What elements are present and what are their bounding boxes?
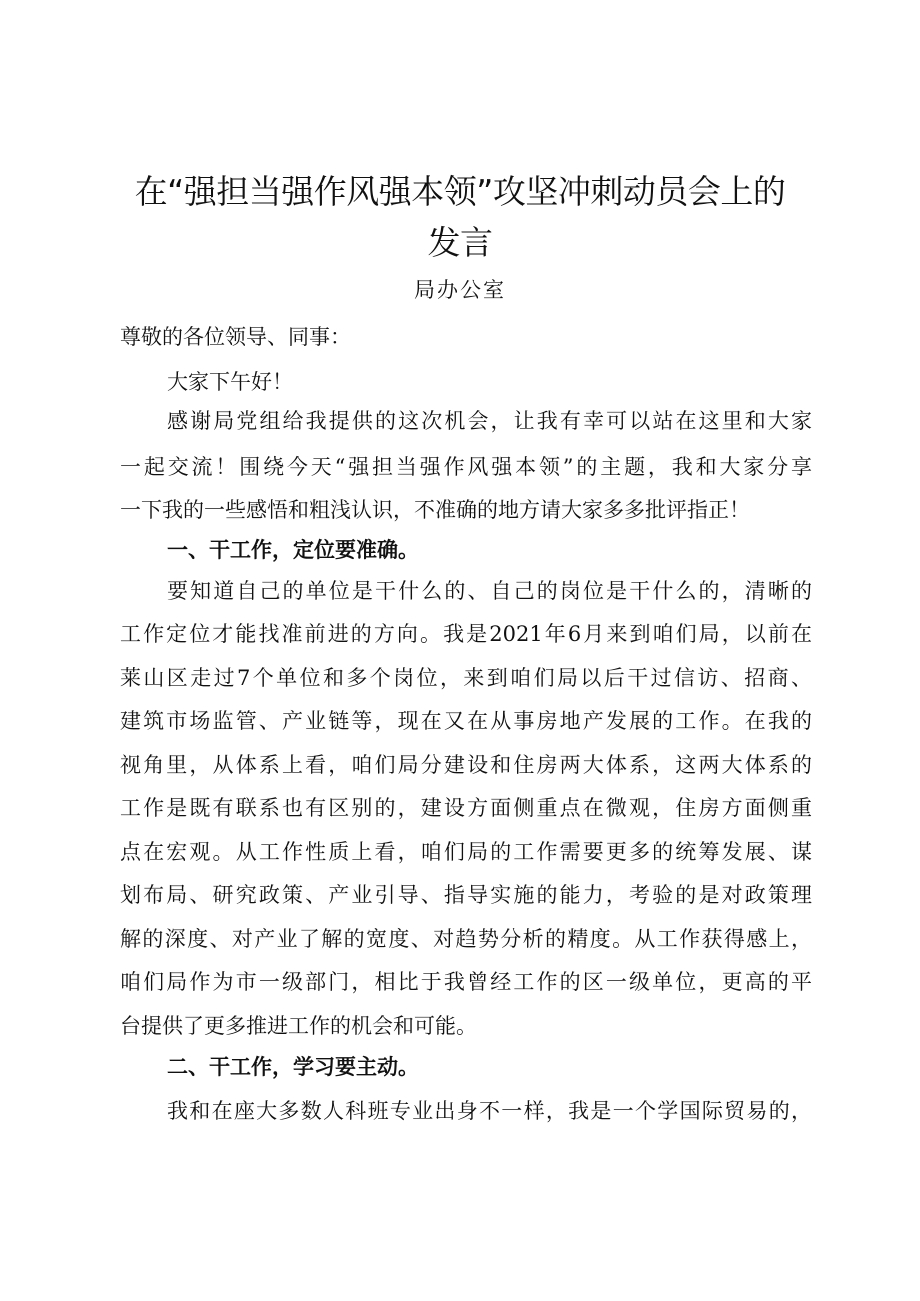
section-2-line: 我和在座大多数人科班专业出身不一样，我是一个学国际贸易的， <box>167 1099 812 1123</box>
salutation: 尊敬的各位领导、同事： <box>120 325 351 349</box>
document-author: 局办公室 <box>414 278 506 302</box>
section-1-line: 解的深度、对产业了解的宽度、对趋势分析的精度。从工作获得感上， <box>120 927 812 951</box>
section-1-line: 视角里，从体系上看，咱们局分建设和住房两大体系，这两大体系的 <box>120 753 812 777</box>
section-1-line: 工作定位才能找准前进的方向。我是2021年6月来到咱们局，以前在 <box>120 622 812 646</box>
intro-line: 一起交流！围绕今天“强担当强作风强本领”的主题，我和大家分享 <box>120 455 812 479</box>
section-1-line: 工作是既有联系也有区别的，建设方面侧重点在微观，住房方面侧重 <box>120 796 812 820</box>
document-title-line-1: 在“强担当强作风强本领”攻坚冲刺动员会上的 <box>134 172 786 211</box>
intro-line: 一下我的一些感悟和粗浅认识，不准确的地方请大家多多批评指正！ <box>120 498 750 522</box>
section-1-line: 咱们局作为市一级部门，相比于我曾经工作的区一级单位，更高的平 <box>120 970 812 994</box>
greeting: 大家下午好！ <box>167 370 293 394</box>
section-1-line: 莱山区走过7个单位和多个岗位，来到咱们局以后干过信访、招商、 <box>120 666 812 690</box>
section-2-heading: 二、干工作，学习要主动。 <box>167 1055 419 1079</box>
section-1-line: 点在宏观。从工作性质上看，咱们局的工作需要更多的统筹发展、谋 <box>120 840 812 864</box>
section-1-line: 台提供了更多推进工作的机会和可能。 <box>120 1014 477 1038</box>
section-1-line: 建筑市场监管、产业链等，现在又在从事房地产发展的工作。在我的 <box>120 709 812 733</box>
document-title-line-2: 发言 <box>427 223 493 262</box>
section-1-line: 要知道自己的单位是干什么的、自己的岗位是干什么的，清晰的 <box>167 579 812 603</box>
section-1-heading: 一、干工作，定位要准确。 <box>167 538 419 562</box>
section-1-line: 划布局、研究政策、产业引导、指导实施的能力，考验的是对政策理 <box>120 883 812 907</box>
intro-line: 感谢局党组给我提供的这次机会，让我有幸可以站在这里和大家 <box>167 409 812 433</box>
